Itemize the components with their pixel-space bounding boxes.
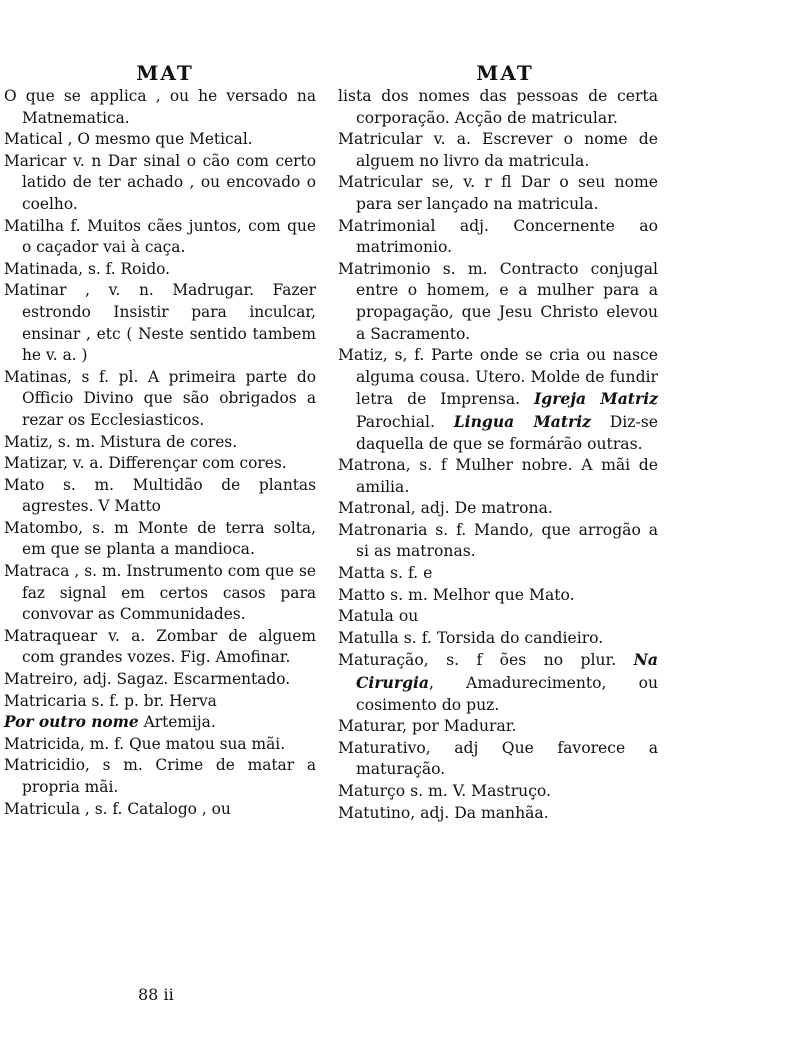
italic-phrase: Na Cirurgia [356,650,658,693]
dictionary-entry: lista dos nomes das pessoas de certa corporação. Acção de matricular. [338,87,658,127]
left-running-header: MAT [136,61,194,85]
dictionary-entry: Matombo, s. m Monte de terra solta, em que se planta a mandioca. [4,518,316,559]
dictionary-entry: Matrimonial adj. Concernente ao matrimonio. [338,216,658,257]
dictionary-entry: Matilha f. Muitos cães juntos, com que o caçador vai à caça. [4,216,316,257]
dictionary-entry-maturacao [338,649,658,716]
dictionary-entry: Maricar v. n Dar sinal o cão com certo latido de ter achado , ou encovado o coelho. [4,151,316,213]
dictionary-entry: Matta s. f. e [338,564,433,583]
dictionary-entry-matiz [338,345,658,455]
dictionary-entry: Matical , O mesmo que Metical. [4,130,253,149]
dictionary-entry: Matulla s. f. Torsida do candieiro. [338,628,604,647]
entry-text: Artemija. [138,713,216,732]
entry-text: , Amadurecimento, ou cosimento do puz. [356,674,658,714]
dictionary-entry: Matizar, v. a. Differençar com cores. [4,454,287,473]
dictionary-entry: Matrimonio s. m. Contracto conjugal entre o homem, e a mulher para a propagação, que Jesu Christo elevou a Sacramento. [338,259,658,343]
dictionary-entry: Matronaria s. f. Mando, que arrogão a si as matronas. [338,520,658,561]
dictionary-entry: Matricular v. a. Escrever o nome de alguem no livro da matricula. [338,130,658,170]
italic-phrase: Lingua Matriz [453,411,592,431]
dictionary-entry: Mato s. m. Multidão de plantas agrestes. V Matto [4,475,316,516]
page-folio: 88 ii [138,985,174,1004]
dictionary-entry: Matronal, adj. De matrona. [338,499,553,518]
dictionary-entry: O que se applica , ou he versado na Matnematica. [4,87,316,127]
right-column [338,62,658,824]
italic-phrase: Igreja Matriz [534,389,658,409]
dictionary-entry: Matinas, s f. pl. A primeira parte do Officio Divino que são obrigados a rezar os Ecclesiasticos. [4,367,316,429]
dictionary-entry: Matrona, s. f Mulher nobre. A mãi de amilia. [338,456,658,496]
dictionary-entry: Matraquear v. a. Zombar de alguem com grandes vozes. Fig. Amofinar. [4,626,316,667]
dictionary-entry: Matto s. m. Melhor que Mato. [338,585,575,604]
italic-phrase: Por outro nome [4,713,139,732]
dictionary-entry: Matinar , v. n. Madrugar. Fazer estrondo Insistir para inculcar, ensinar , etc ( Neste sentido tambem he v. a. ) [4,281,316,365]
dictionary-entry: Matiz, s. m. Mistura de cores. [4,432,238,451]
dictionary-entry: Matricular se, v. r fl Dar o seu nome para ser lançado na matricula. [338,173,658,213]
dictionary-entry: Matraca , s. m. Instrumento com que se faz signal em certos casos para convovar as Communidades. [4,562,316,624]
dictionary-entry: Maturço s. m. V. Mastruço. [338,782,552,800]
right-running-header: MAT [476,61,534,85]
dictionary-entry: Matinada, s. f. Roido. [4,259,171,278]
dictionary-entry-continuation [4,712,316,734]
dictionary-entry: Matricula , s. f. Catalogo , ou [4,799,231,818]
dictionary-entry: Matutino, adj. Da manhãa. [338,803,549,822]
dictionary-entry: Matricida, m. f. Que matou sua mãi. [4,734,286,753]
entry-text: Maturação, s. f ões no plur. [338,651,634,670]
dictionary-entry: Maturar, por Madurar. [338,717,517,736]
dictionary-entry: Matricidio, s m. Crime de matar a propria mãi. [4,756,316,796]
left-column [4,62,316,820]
dictionary-entry: Matula ou [338,607,419,626]
entry-text: Matiz, s, f. Parte onde se cria ou nasce alguma cousa. Utero. Molde de fundir letra de Imprensa. [338,346,658,409]
entry-text: Diz-se daquella de que se formárão outras. [356,412,658,453]
dictionary-entry: Matreiro, adj. Sagaz. Escarmentado. [4,670,291,689]
dictionary-entry: Matricaria s. f. p. br. Herva [4,691,217,710]
dictionary-entry: Maturativo, adj Que favorece a maturação. [338,738,658,779]
entry-text: Parochial. [356,412,454,431]
